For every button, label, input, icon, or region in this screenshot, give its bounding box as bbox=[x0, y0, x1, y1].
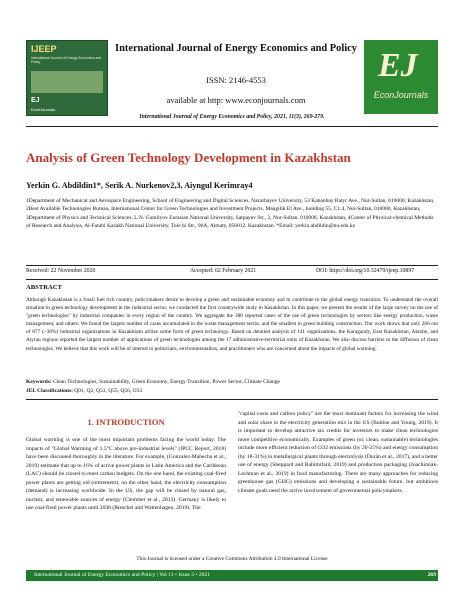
affiliations: 1Department of Mechanical and Aerospace Engineering, School of Engineering and Digital Sciences, Nazarbayev University, 53 Kabanbay Batyr Ave., Nur-Sultan, 010000, Kazakhstan, 2Best Available Technologies Bureau, International Center for Green Technologies and Investment Projects, Mangilik El Ave., building 55, C1.4, Nur-Sultan, 010000, Kazakhstan, 3Department of Physics and Technical Sciences, L.N. Gumilyov Eurasian National University, Satpayev Str., 2, Nur-Sultan, 010008, Kazakhstan, 4Center of Physical-chemical Methods of Research and Analysis, Al-Farabi Kazakh National University, Tole bi Str., 96A, Almaty, 050012, Kazakhstan. *Email: yerkin.abdildin@nu.edu.kz bbox=[26, 198, 435, 229]
cover-title: IJEEP bbox=[31, 44, 57, 54]
footer-journal-text: International Journal of Energy Economics and Policy | Vol 11 • Issue 3 • 2021 bbox=[34, 572, 211, 578]
journal-title: International Journal of Energy Economics and Policy bbox=[115, 43, 357, 54]
jel-classifications bbox=[26, 387, 438, 395]
cover-subtitle: International Journal of Energy Economics and Policy bbox=[31, 56, 102, 64]
doi-link[interactable]: DOI: https://doi.org/10.32479/ijeep.10897 bbox=[316, 268, 415, 274]
paper-title: Analysis of Green Technology Development in Kazakhstan bbox=[26, 150, 351, 165]
page-number: 269 bbox=[427, 572, 436, 578]
econjournals-logo bbox=[364, 40, 438, 114]
issn: ISSN: 2146-4553 bbox=[206, 75, 266, 85]
keywords bbox=[26, 378, 438, 386]
header-rule bbox=[26, 126, 438, 127]
license-note: This Journal is licensed under a Creative Commons Attribution 4.0 International License bbox=[136, 556, 328, 562]
abstract-text: Although Kazakhstan is a fossil fuel rich country, policymakers desire to develop a green and sustainable economy and to contribute to the global energy transition. To understand the overall situation in green technology development in the industrial sector, we conducted the first countrywide study in Kazakhstan. In this paper, we present the results of the large survey on the use of "green technologies" by industrial companies in every region of the country. We aggregate the 380 reported cases of the use of green technologies by sectors like energy production, waste management, and others. We found the largest number of cases accumulated in the waste management sector, and the smallest in green building construction. Our work shows that only 266 out of 877 (~30%) industrial organizations in Kazakhstan utilize some form of green technology. Based on detailed analysis of 141 organizations, the Karagandy, East Kazakhstan, Aktobe, and Atyrau regions reported the largest number of applications of green technologies among the 17 administrative-territorial units of Kazakhstan. We also discuss barriers to the diffusion of clean technologies. We believe that this work will be of interest to politicians, environmentalists, and practitioners who are concerned about the impacts of global warming. bbox=[26, 297, 438, 352]
received-date: Received: 22 November 2020 bbox=[26, 268, 96, 274]
dates-rule-top bbox=[26, 265, 438, 266]
cover-ej-sub: EconJournals bbox=[31, 107, 56, 112]
dates-row bbox=[26, 268, 438, 277]
logo-ej: EJ bbox=[378, 47, 418, 84]
journal-cover-image bbox=[26, 40, 108, 116]
section-heading-introduction: 1. INTRODUCTION bbox=[87, 417, 165, 427]
authors: Yerkin G. Abdildin1*, Serik A. Nurkenov2,3, Aiyngul Kerimray4 bbox=[26, 181, 253, 190]
body-right-column: "capital costs and carbon policy" are the most dominant factors for increasing the wind and solar share in the electricity generation mix in the US (Butline and Young, 2019). It is important to develop attractive tax credits for investors to make clean technologies more competitive economically. Examples of green (or, clean, sustainable) technologies include more efficient reduction of CO2 emissions (by 20-25%) and energy consumption (by 18-31%) in metallurgical plants through electrolysis (Durán et al., 2017), and a better use of energy (Sheppard and Rahimifard, 2019) and production packaging (Joachimiak-Lechman et al., 2019) in food manufacturing. There are many approaches for reducing greenhouse gas (GHG) emissions and developing a sustainable future, but ambitious climate goals need the active involvement of governmental policymakers. bbox=[238, 411, 438, 494]
abstract-rule bbox=[26, 399, 438, 400]
citation-line: International Journal of Energy Economics and Policy, 2021, 11(3), 269-279. bbox=[139, 114, 325, 120]
dates-rule-bottom bbox=[26, 279, 438, 280]
cover-ej: EJ bbox=[31, 97, 40, 104]
abstract-heading: ABSTRACT bbox=[26, 284, 62, 291]
jel-label: JEL Classifications: bbox=[26, 388, 73, 394]
jel-codes: Q01, Q2, Q53, Q55, Q56, O33 bbox=[74, 388, 143, 394]
journal-website: available at http: www.econjournals.com bbox=[166, 95, 306, 105]
body-left-column: Global warming is one of the most important problems facing the world today. The impacts of "Global Warming of 1.5°C above pre-industrial levels" (IPCC Report, 2018) have been discussed thoroughly in the literature. For example, (Gonzalez-Mahecha et al., 2019) estimate that up to 16% of active power plants in Latin America and the Caribbean (LAC) should be closed to meet carbon budgets. On the one hand, the existing coal-fired power plants are getting old (retirement); on the other hand, the electricity consumption (demand) is increasing worldwide. In the US, the gap will be closed by natural gas, nuclear, and renewable sources of energy (Clemmer et al., 2013). Germany is likely to use coal-fired power plants until 2038 (Rieschel and Wattenhagen, 2019). The bbox=[26, 437, 226, 511]
accepted-date: Accepted: 02 February 2021 bbox=[190, 268, 257, 274]
cover-picture bbox=[31, 71, 103, 93]
logo-econ: EconJournals bbox=[373, 90, 429, 100]
keywords-list: Clean Technologies, Sustainability, Green Economy, Energy Transition, Power Sector, Climate Change bbox=[53, 379, 280, 385]
keywords-label: Keywords: bbox=[26, 379, 52, 385]
